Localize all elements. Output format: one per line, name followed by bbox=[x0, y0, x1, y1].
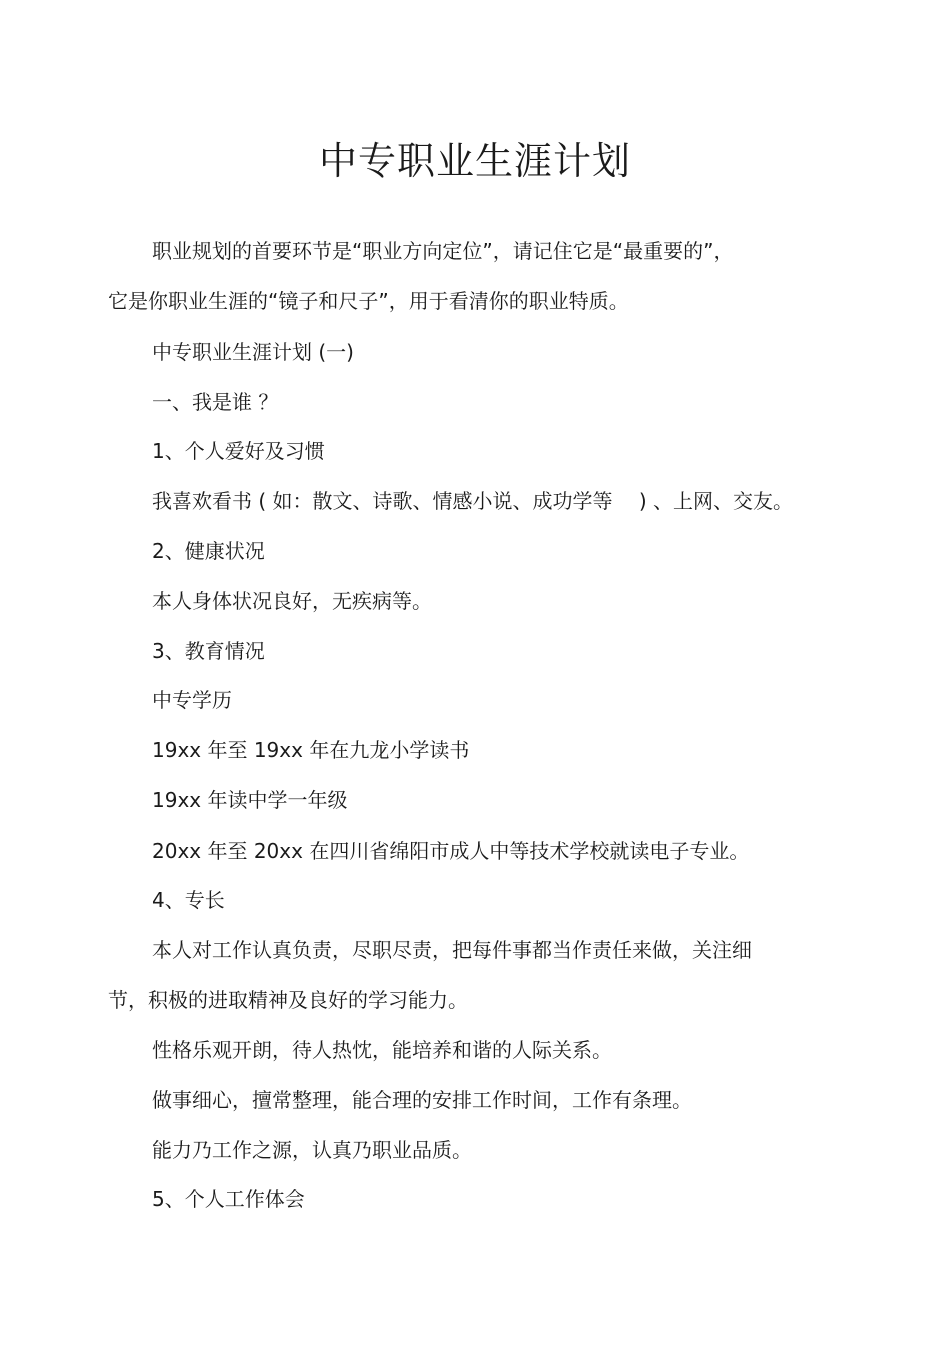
paragraph-line: 本人身体状况良好，无疾病等。 bbox=[152, 589, 432, 613]
subsection-heading: 4、专长 bbox=[152, 888, 225, 912]
paragraph-line: 19xx 年至 19xx 年在九龙小学读书 bbox=[152, 738, 470, 762]
paragraph-line: 20xx 年至 20xx 在四川省绵阳市成人中等技术学校就读电子专业。 bbox=[152, 839, 750, 863]
subsection-heading: 2、健康状况 bbox=[152, 539, 265, 563]
paragraph-line: 19xx 年读中学一年级 bbox=[152, 788, 348, 812]
paragraph-line: 中专学历 bbox=[152, 688, 232, 712]
paragraph-line: 职业规划的首要环节是“职业方向定位”，请记住它是“最重要的”， bbox=[152, 239, 734, 263]
paragraph-line: 它是你职业生涯的“镜子和尺子”，用于看清你的职业特质。 bbox=[108, 289, 629, 313]
paragraph-line: 我喜欢看书 ( 如：散文、诗歌、情感小说、成功学等 ) 、上网、交友。 bbox=[152, 489, 794, 513]
section-heading: 一、我是谁 ？ bbox=[152, 390, 279, 414]
document-title: 中专职业生涯计划 bbox=[318, 139, 631, 183]
subsection-heading: 1、个人爱好及习惯 bbox=[152, 439, 325, 463]
subsection-heading: 5、个人工作体会 bbox=[152, 1187, 305, 1211]
paragraph-line: 能力乃工作之源，认真乃职业品质。 bbox=[152, 1138, 472, 1162]
paragraph-line: 做事细心，擅常整理，能合理的安排工作时间，工作有条理。 bbox=[152, 1088, 692, 1112]
subsection-heading: 3、教育情况 bbox=[152, 639, 265, 663]
paragraph-line: 节，积极的进取精神及良好的学习能力。 bbox=[108, 988, 468, 1012]
paragraph-line: 本人对工作认真负责，尽职尽责，把每件事都当作责任来做，关注细 bbox=[152, 938, 752, 962]
section-heading: 中专职业生涯计划 (一) bbox=[152, 340, 354, 364]
paragraph-line: 性格乐观开朗，待人热忱，能培养和谐的人际关系。 bbox=[152, 1038, 612, 1062]
